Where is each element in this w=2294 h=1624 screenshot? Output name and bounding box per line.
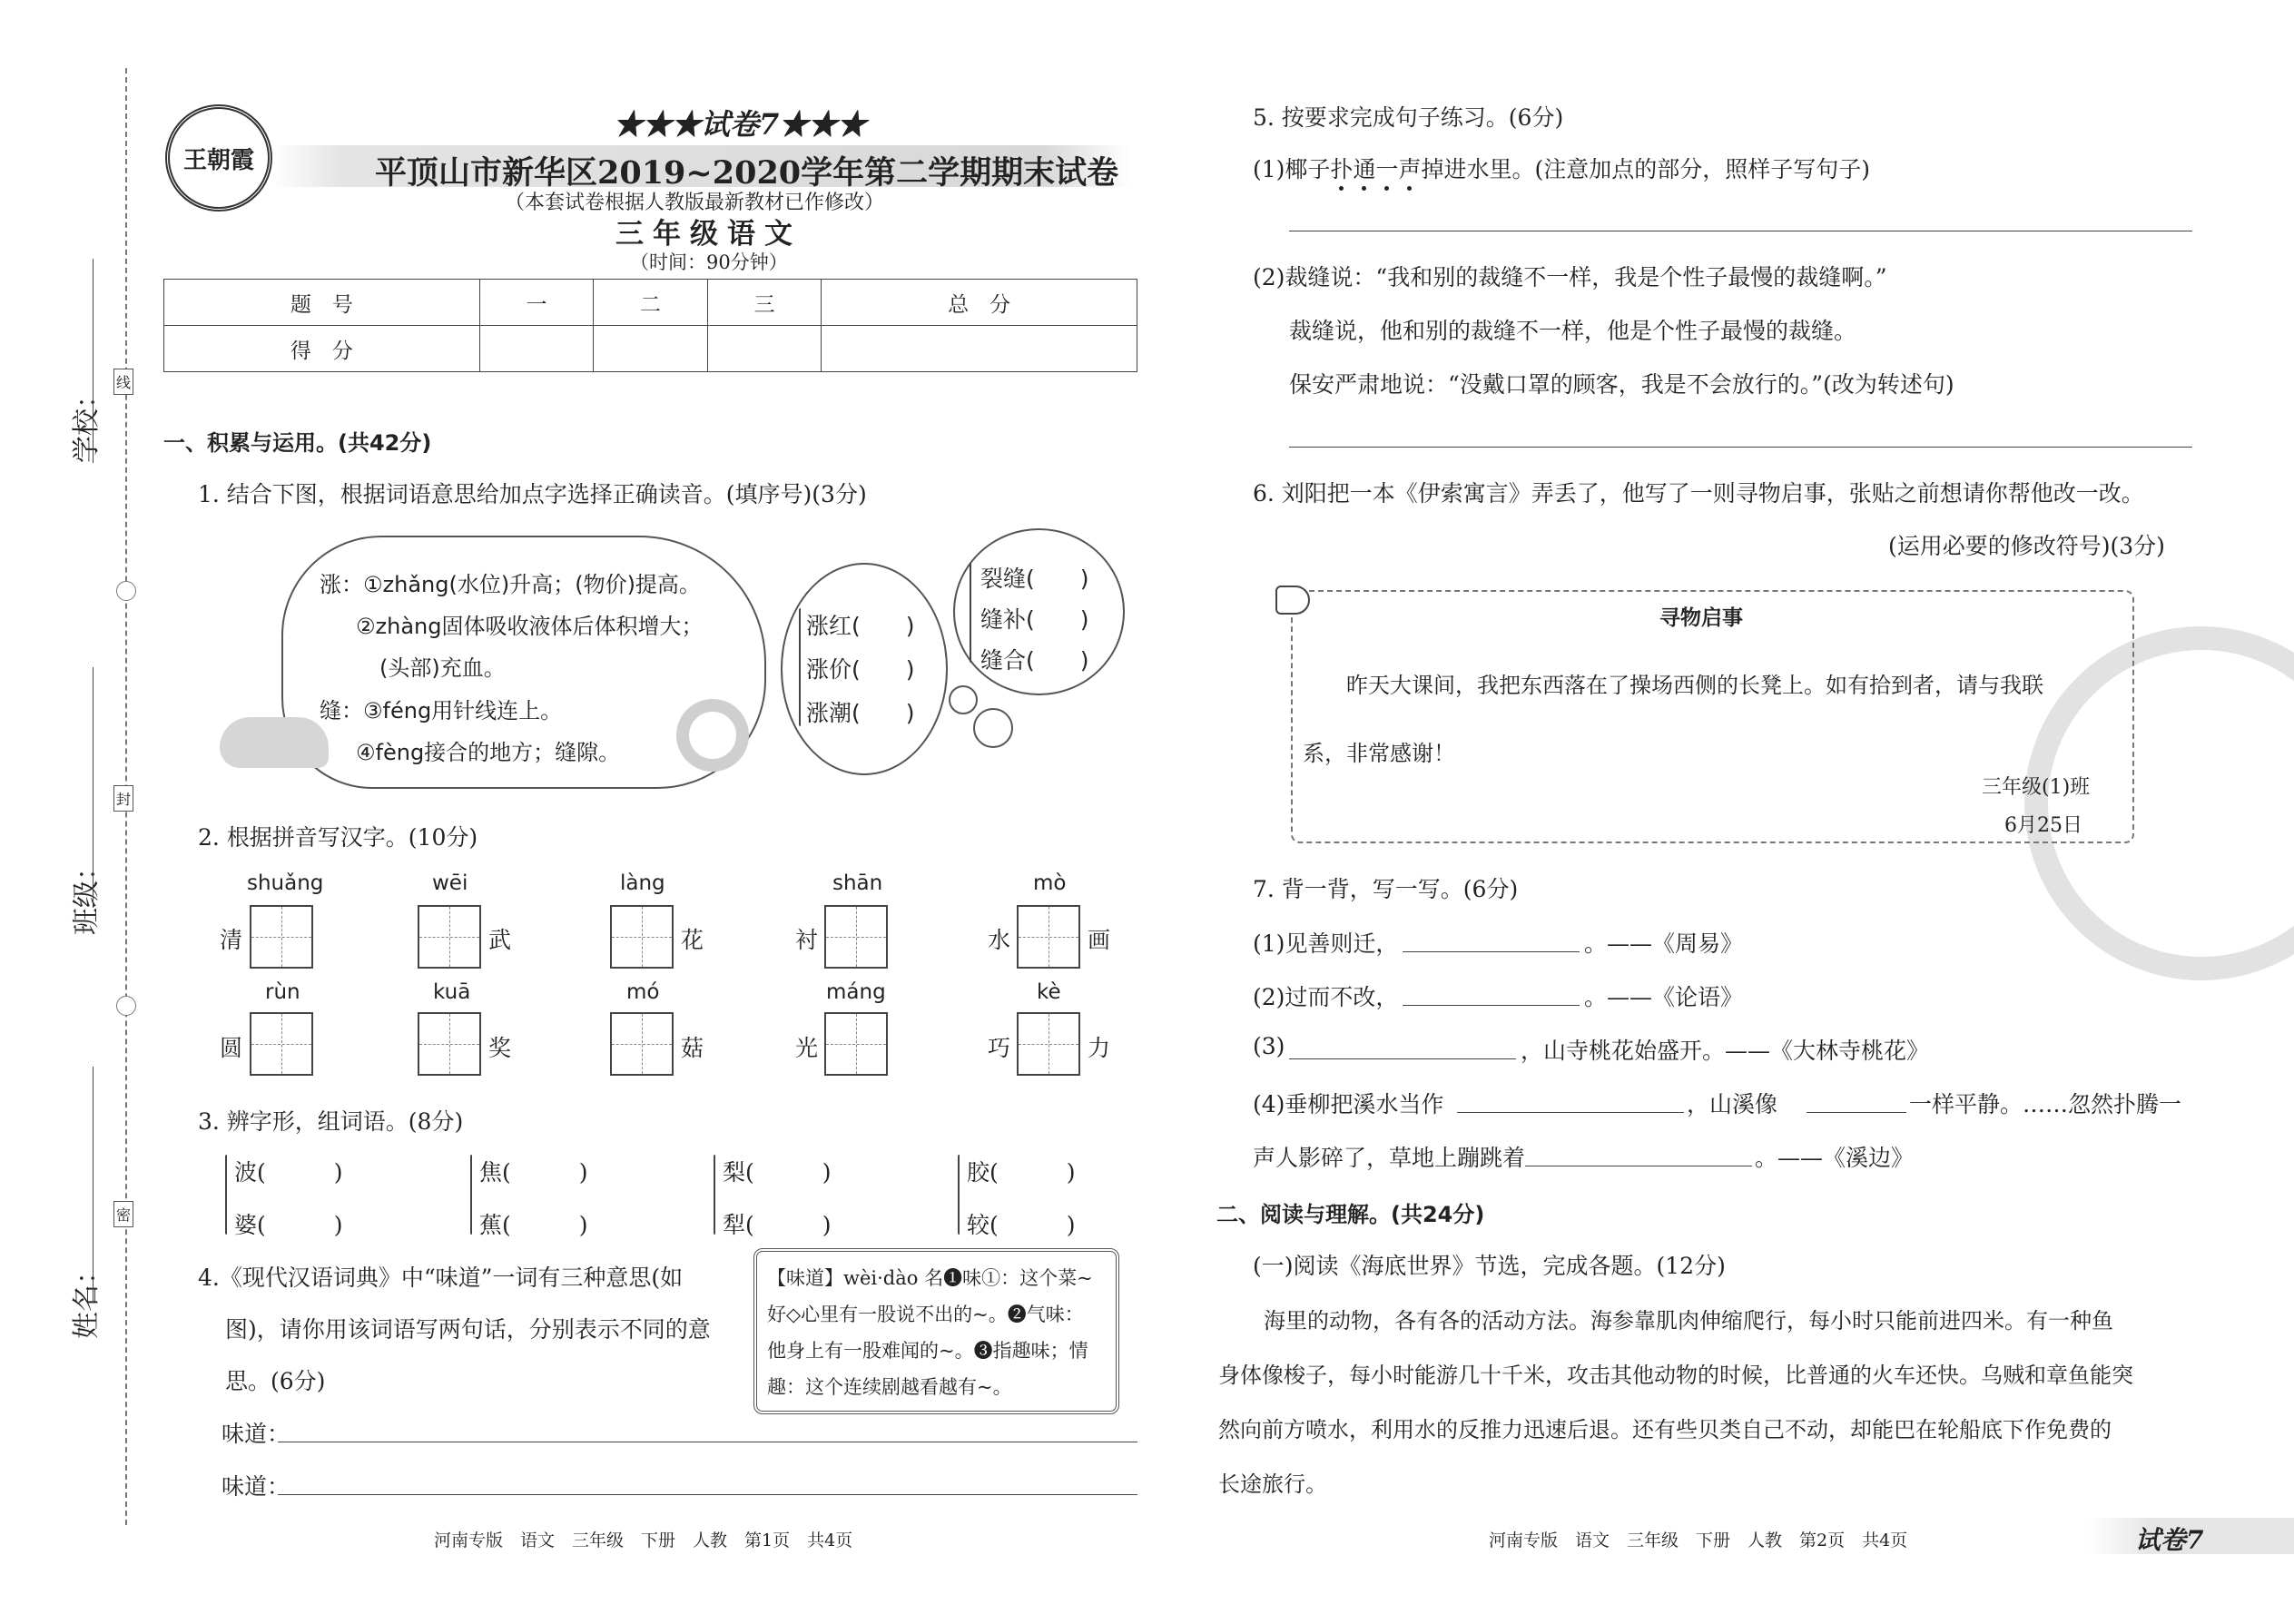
pinyin: mó: [626, 980, 660, 1004]
word-pair-item[interactable]: 蕉( ): [479, 1212, 588, 1238]
logo-text: 王朝霞: [182, 146, 254, 174]
reading-line: 身体像梭子，每小时能游几十千米，攻击其他动物的时候，比普通的火车还快。乌贼和章鱼能突: [1218, 1363, 2133, 1388]
brace-feng: [970, 563, 971, 663]
question-2: 2. 根据拼音写汉字。(10分): [198, 824, 478, 851]
q7-3-suffix: ，山寺桃花始盛开。——《大林寺桃花》: [1521, 1038, 1930, 1064]
reading-line: 长途旅行。: [1218, 1471, 1327, 1497]
feng-item[interactable]: 缝合( ): [980, 647, 1089, 674]
char-after: 奖: [488, 1035, 512, 1061]
dictionary-line: 好◇心里有一股说不出的~。❷气味：: [767, 1304, 1084, 1325]
fill-blank[interactable]: [1403, 1005, 1580, 1006]
q7-4-end: 一样平静。……忽然扑腾一: [1909, 1091, 2182, 1117]
question-6: 6. 刘阳把一本《伊索寓言》弄丢了，他写了一则寻物启事，张贴之前想请你帮他改一改。: [1253, 480, 2144, 507]
exam-title: 平顶山市新华区2019~2020学年第二学期期末试卷: [375, 154, 1119, 192]
notice-date: 6月25日: [2004, 814, 2082, 837]
fill-blank[interactable]: [1289, 1058, 1516, 1059]
word-pair-item[interactable]: 较( ): [967, 1212, 1076, 1238]
word-pair-item[interactable]: 胶( ): [967, 1159, 1076, 1186]
notice-body-1: 昨天大课间，我把东西落在了操场西侧的长凳上。如有拾到者，请与我联: [1346, 673, 2043, 698]
bubble-small: [973, 708, 1013, 748]
cloud-line-5: ④fèng接合的地方；缝隙。: [356, 740, 621, 765]
pair-brace: [225, 1155, 227, 1235]
pinyin: rùn: [265, 980, 300, 1004]
writing-grid[interactable]: [824, 905, 888, 969]
q7-1-suffix: 。——《周易》: [1584, 930, 1744, 957]
question-3: 3. 辨字形，组词语。(8分): [198, 1108, 464, 1135]
fill-blank[interactable]: [1807, 1112, 1906, 1113]
word-pair-item[interactable]: 梨( ): [723, 1159, 832, 1186]
notice-body-2: 系，非常感谢！: [1303, 741, 1455, 766]
score-cell[interactable]: [594, 326, 708, 372]
pair-brace: [958, 1155, 960, 1235]
pinyin: máng: [826, 980, 886, 1004]
q7-4-mid: ，山溪像: [1687, 1091, 1778, 1117]
reading-title: (一)阅读《海底世界》节选，完成各题。(12分): [1253, 1253, 1726, 1279]
section-1-heading: 一、积累与运用。(共42分): [163, 430, 432, 456]
writing-grid[interactable]: [418, 905, 481, 969]
bubble-small: [949, 685, 978, 714]
fill-blank[interactable]: [1457, 1112, 1684, 1113]
score-row: [164, 326, 1137, 372]
char-before: 衬: [795, 927, 819, 953]
notice-title: 寻物启事: [1659, 606, 1743, 630]
char-after: 花: [681, 927, 704, 953]
answer-label: 味道：: [222, 1421, 290, 1447]
question-1: 1. 结合下图，根据词语意思给加点字选择正确读音。(填序号)(3分): [198, 481, 867, 507]
margin-mi-label: 密: [113, 1201, 133, 1227]
cloud-line-4: 缝：③féng用针线连上。: [320, 698, 563, 723]
char-after: 力: [1088, 1035, 1111, 1061]
zhang-item[interactable]: 涨价( ): [806, 656, 915, 683]
question-6-note: (运用必要的修改符号)(3分): [1888, 533, 2165, 559]
question-5-1: (1)椰子扑通一声掉进水里。(注意加点的部分，照样子写句子): [1253, 156, 1870, 182]
question-4-line: 图)，请你用该词语写两句话，分别表示不同的意: [225, 1316, 711, 1343]
zhang-item[interactable]: 涨红( ): [806, 613, 915, 639]
pinyin: làng: [620, 871, 665, 895]
class-label: 班级：: [71, 853, 103, 935]
logo: [165, 104, 272, 212]
dictionary-line: 趣：这个连续剧越看越有~。: [767, 1376, 1012, 1398]
margin-xian-label: 线: [113, 369, 133, 395]
question-4-line: 思。(6分): [225, 1368, 326, 1394]
writing-grid[interactable]: [418, 1012, 481, 1076]
score-cell[interactable]: [707, 326, 822, 372]
char-after: 菇: [681, 1035, 704, 1061]
pinyin: shuǎng: [247, 871, 324, 895]
word-pair-item[interactable]: 波( ): [234, 1159, 343, 1186]
q7-4-prefix: (4)垂柳把溪水当作: [1253, 1091, 1444, 1117]
dictionary-line: 【味道】wèi·dào 名❶味①：这个菜~: [767, 1267, 1093, 1289]
score-row-label: 得 分: [164, 326, 480, 372]
score-header-cell: 二: [594, 280, 708, 326]
margin-feng-label: 封: [113, 785, 133, 812]
writing-grid[interactable]: [610, 1012, 674, 1076]
cloud-line-1: 涨：①zhǎng(水位)升高；(物价)提高。: [320, 572, 701, 597]
score-header-cell: 题 号: [164, 280, 480, 326]
cloud-line-3: (头部)充血。: [379, 655, 506, 681]
school-label: 学校：: [71, 381, 103, 463]
pinyin: mò: [1033, 871, 1067, 895]
footer-tag: 试卷7: [2135, 1525, 2204, 1555]
char-before: 巧: [988, 1035, 1011, 1061]
char-after: 画: [1088, 927, 1111, 953]
question-5-2b: 裁缝说，他和别的裁缝不一样，他是个性子最慢的裁缝。: [1289, 318, 1857, 344]
brace-zhang: [799, 608, 801, 726]
reading-line: 海里的动物，各有各的活动方法。海参靠肌肉伸缩爬行，每小时只能前进四米。有一种鱼: [1264, 1308, 2113, 1334]
pinyin: shān: [832, 871, 883, 895]
char-before: 水: [988, 927, 1011, 953]
word-pair-item[interactable]: 婆( ): [234, 1212, 343, 1238]
dictionary-line: 他身上有一股难闻的~。❸指趣味；情: [767, 1340, 1088, 1362]
writing-grid[interactable]: [1017, 1012, 1080, 1076]
word-pair-item[interactable]: 焦( ): [479, 1159, 588, 1186]
pair-brace: [714, 1155, 715, 1235]
score-header-row: [164, 280, 1137, 326]
question-5: 5. 按要求完成句子练习。(6分): [1253, 104, 1564, 131]
series-label: ★★★试卷7★★★: [614, 107, 867, 142]
exam-note: （本套试卷根据人教版最新教材已作修改）: [505, 192, 885, 214]
question-5-2c: 保安严肃地说：“没戴口罩的顾客，我是不会放行的。”(改为转述句): [1289, 371, 1954, 398]
footer-left: 河南专版 语文 三年级 下册 人教 第1页 共4页: [434, 1530, 853, 1550]
score-cell[interactable]: [822, 326, 1137, 372]
lifebuoy-icon: [676, 699, 749, 772]
q7-1-prefix: (1)见善则迁，: [1253, 930, 1399, 957]
q7-3-prefix: (3): [1253, 1033, 1285, 1059]
writing-grid[interactable]: [610, 905, 674, 969]
class-field[interactable]: [93, 667, 94, 908]
word-pair-item[interactable]: 犁( ): [723, 1212, 832, 1238]
writing-grid[interactable]: [250, 1012, 313, 1076]
pinyin: wēi: [432, 871, 468, 895]
name-field[interactable]: [93, 1067, 94, 1303]
answer-line[interactable]: [278, 1494, 1137, 1495]
score-table: [163, 279, 1137, 372]
school-field[interactable]: [93, 259, 94, 463]
feng-item[interactable]: 缝补( ): [980, 606, 1089, 633]
char-before: 清: [220, 927, 243, 953]
margin-ornament: [116, 996, 136, 1016]
writing-grid[interactable]: [250, 905, 313, 969]
score-header-cell: 三: [707, 280, 822, 326]
score-header-cell: 一: [479, 280, 594, 326]
notice-sign: 三年级(1)班: [1982, 776, 2091, 799]
score-header-cell: 总 分: [822, 280, 1137, 326]
question-7: 7. 背一背，写一写。(6分): [1253, 876, 1519, 902]
answer-label: 味道：: [222, 1473, 290, 1500]
cloud-line-2: ②zhàng固体吸收液体后体积增大；: [356, 614, 704, 639]
question-5-2a: (2)裁缝说：“我和别的裁缝不一样，我是个性子最慢的裁缝啊。”: [1253, 264, 1887, 290]
pair-brace: [470, 1155, 472, 1235]
question-4-line: 4.《现代汉语词典》中“味道”一词有三种意思(如: [198, 1265, 684, 1291]
footer-right: 河南专版 语文 三年级 下册 人教 第2页 共4页: [1489, 1530, 1908, 1550]
section-2-heading: 二、阅读与理解。(共24分): [1216, 1202, 1485, 1227]
exam-time: （时间：90分钟）: [630, 251, 788, 273]
margin-ornament: [116, 581, 136, 601]
writing-grid[interactable]: [824, 1012, 888, 1076]
pinyin: kè: [1037, 980, 1061, 1004]
q7-2-suffix: 。——《论语》: [1584, 984, 1744, 1010]
q7-4-suffix: 。——《溪边》: [1755, 1145, 1915, 1171]
char-before: 光: [795, 1035, 819, 1061]
char-after: 武: [488, 927, 512, 953]
pinyin: kuā: [433, 980, 471, 1004]
writing-grid[interactable]: [1017, 905, 1080, 969]
q7-2-prefix: (2)过而不改，: [1253, 984, 1399, 1010]
q7-4-cont: 声人影碎了，草地上蹦跳着: [1253, 1145, 1526, 1171]
score-cell[interactable]: [479, 326, 594, 372]
whale-icon: [220, 717, 329, 768]
fill-blank[interactable]: [1403, 951, 1580, 952]
answer-line[interactable]: [1289, 447, 2192, 448]
reading-line: 然向前方喷水，利用水的反推力迅速后退。还有些贝类自己不动，却能巴在轮船底下作免费的: [1218, 1417, 2112, 1442]
zhang-item[interactable]: 涨潮( ): [806, 700, 915, 726]
char-before: 圆: [220, 1035, 243, 1061]
name-label: 姓名：: [71, 1257, 103, 1339]
megaphone-icon: [1275, 586, 1310, 615]
feng-item[interactable]: 裂缝( ): [980, 566, 1089, 592]
exam-subject: 三年级语文: [615, 218, 802, 251]
